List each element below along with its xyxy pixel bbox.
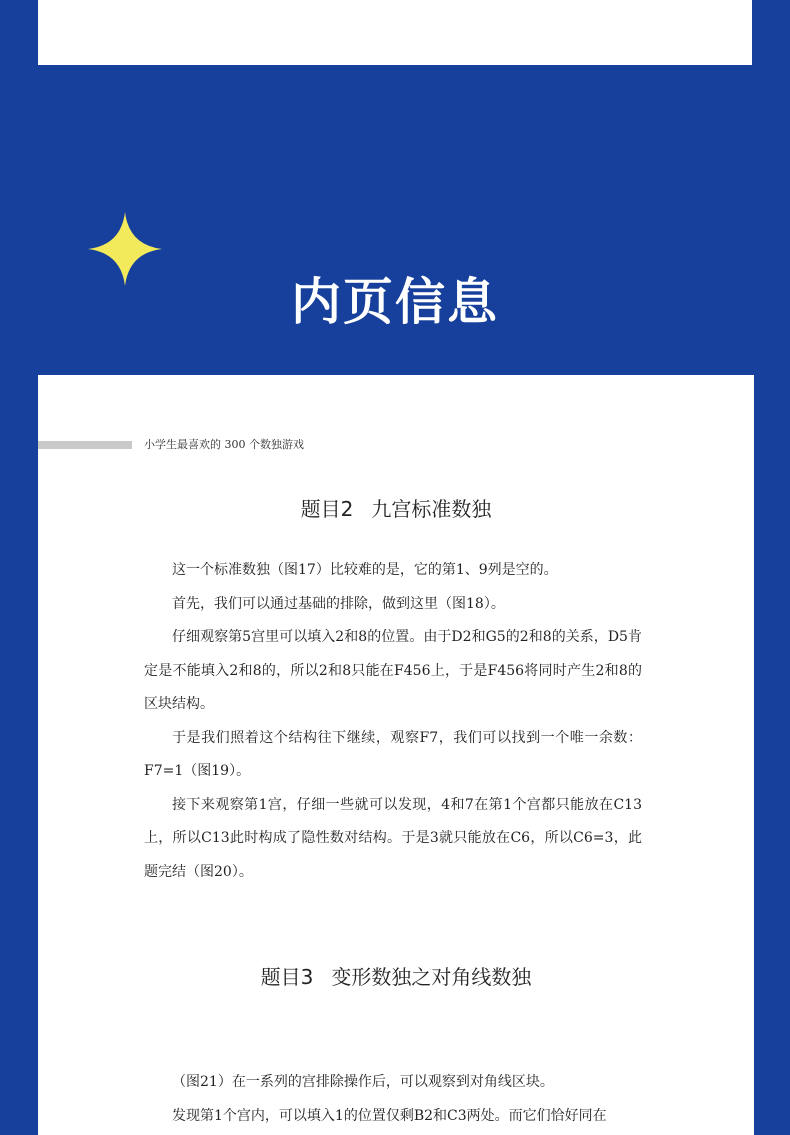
section-heading-1	[38, 493, 754, 522]
top-white-card	[38, 0, 752, 65]
section-title: 变形数独之对角线数独	[331, 965, 532, 989]
section-number: 题目2	[300, 497, 354, 521]
paragraph: 接下来观察第1宫，仔细一些就可以发现，4和7在第1个宫都只能放在C13上，所以C13此时构成了隐性数对结构。于是3就只能放在C6，所以C6=3，此题完结（图20）。	[144, 796, 642, 880]
running-header: 小学生最喜欢的 300 个数独游戏	[144, 438, 304, 451]
paragraph: 仔细观察第5宫里可以填入2和8的位置。由于D2和G5的2和8的关系，D5肯定是不能填入2和8的，所以2和8只能在F456上，于是F456将同时产生2和8的区块结构。	[144, 629, 642, 712]
paragraph: （图21）在一系列的宫排除操作后，可以观察到对角线区块。	[172, 1074, 554, 1090]
section-number: 题目3	[260, 965, 314, 989]
paragraph: 首先，我们可以通过基础的排除，做到这里（图18）。	[172, 595, 505, 612]
paragraph: 发现第1个宫内，可以填入1的位置仅剩B2和C3两处。而它们恰好同在	[172, 1107, 607, 1124]
section-title: 九宫标准数独	[371, 497, 492, 521]
paragraph: 于是我们照着这个结构往下继续，观察F7，我们可以找到一个唯一余数：F7=1（图19）。	[144, 729, 642, 779]
section-2-body	[144, 1066, 642, 1133]
section-heading-2	[38, 961, 754, 990]
book-page	[38, 375, 754, 1135]
paragraph: 这一个标准数独（图17）比较难的是，它的第1、9列是空的。	[172, 562, 558, 578]
section-1-body	[144, 554, 642, 889]
banner-title: 内页信息	[291, 273, 499, 331]
header-bar	[38, 441, 132, 449]
